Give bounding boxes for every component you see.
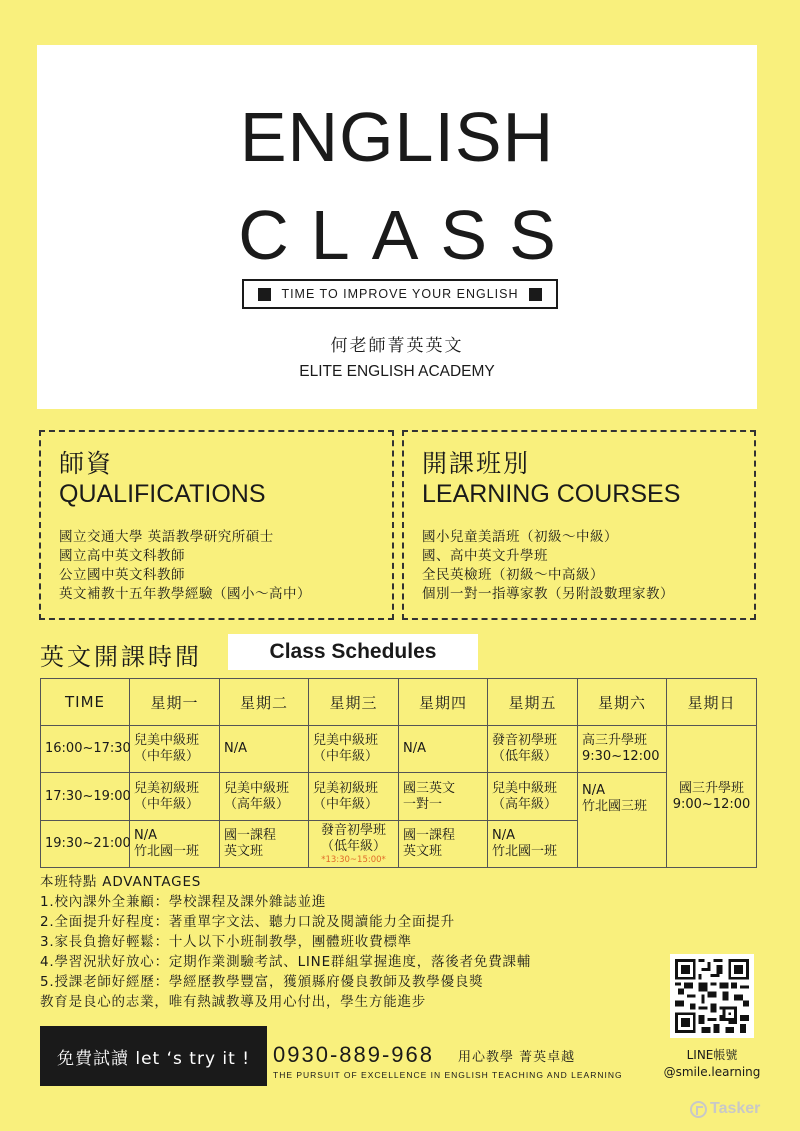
- cell-line: （低年級）: [320, 839, 386, 854]
- header-cell: TIME: [41, 679, 130, 726]
- cell-line: 英文班: [403, 844, 443, 859]
- courses-title-cn: 開課班別: [422, 449, 531, 478]
- list-item: 5.授課老師好經歷：學經歷教學豐富，獲頒縣府優良教師及教學優良獎: [40, 974, 484, 990]
- watermark-text: Tasker: [710, 1100, 761, 1117]
- class-cell: [399, 821, 488, 868]
- list-item: 2.全面提升好程度：著重單字文法、聽力口說及閱讀能力全面提升: [40, 914, 455, 930]
- cell-line: 兒美中級班: [134, 733, 200, 748]
- line-account-handle[interactable]: @smile.learning: [663, 1065, 761, 1079]
- cell-line: （低年級）: [492, 749, 558, 764]
- cell-line: 英文班: [224, 844, 264, 859]
- header-cell: 星期五: [488, 679, 578, 726]
- time-cell: 16:00~17:30: [41, 726, 130, 773]
- courses-list: [422, 528, 674, 604]
- time-cell: 17:30~19:00: [41, 773, 130, 821]
- courses-box: [402, 430, 756, 620]
- cell-line: 國三英文: [403, 780, 456, 796]
- academy-name-en: ELITE ENGLISH ACADEMY: [299, 363, 495, 380]
- tagline-text: TIME TO IMPROVE YOUR ENGLISH: [281, 287, 519, 301]
- schedule-title-en: Class Schedules: [228, 634, 478, 670]
- qualifications-box: [39, 430, 394, 620]
- line-account-label: LINE帳號: [686, 1048, 738, 1062]
- title-english: ENGLISH: [239, 98, 555, 176]
- header-cell: 星期四: [399, 679, 488, 726]
- phone-number[interactable]: 0930-889-968: [273, 1042, 435, 1067]
- cell-line: N/A: [492, 828, 515, 843]
- qualifications-title-en: QUALIFICATIONS: [59, 480, 266, 508]
- class-cell: [309, 773, 399, 821]
- cell-line: （高年級）: [492, 796, 558, 812]
- list-item: 國小兒童美語班（初級～中級）: [422, 529, 618, 545]
- class-cell: [309, 726, 399, 773]
- header-cell: 星期三: [309, 679, 399, 726]
- cell-line: N/A: [134, 828, 157, 843]
- list-item: 個別一對一指導家教（另附設數理家教）: [422, 586, 674, 602]
- class-cell: [667, 726, 757, 868]
- cell-line: （中年級）: [313, 796, 379, 812]
- motto-text: 用心教學 菁英卓越: [458, 1050, 576, 1065]
- advantages-title: 本班特點 ADVANTAGES: [40, 874, 202, 890]
- class-cell: [130, 726, 220, 773]
- free-trial-banner: 免費試讀 let ‘s try it !: [40, 1026, 267, 1086]
- class-cell: [130, 773, 220, 821]
- list-item: 國立交通大學 英語教學研究所碩士: [59, 529, 274, 545]
- square-bullet-icon: [529, 288, 542, 301]
- cell-line: 竹北國一班: [492, 844, 558, 859]
- list-item: 教育是良心的志業，唯有熱誠教導及用心付出，學生方能進步: [40, 994, 427, 1010]
- cell-line: 國一課程: [224, 828, 277, 843]
- list-item: 英文補教十五年教學經驗（國小～高中）: [59, 586, 311, 602]
- advantages-list: [40, 872, 531, 1012]
- cell-line: 竹北國一班: [134, 844, 200, 859]
- list-item: 國立高中英文科教師: [59, 548, 185, 564]
- class-cell: [488, 726, 578, 773]
- cell-line: 發音初學班: [320, 823, 386, 838]
- list-item: 國、高中英文升學班: [422, 548, 548, 564]
- header-cell: 星期一: [130, 679, 220, 726]
- cell-line: （中年級）: [134, 749, 200, 764]
- academy-name-cn: 何老師菁英英文: [330, 336, 464, 356]
- class-cell: [488, 821, 578, 868]
- cell-line: N/A: [403, 741, 426, 756]
- title-class: CLASS: [238, 196, 578, 274]
- class-cell: [488, 773, 578, 821]
- class-cell: [220, 726, 309, 773]
- class-cell: [399, 726, 488, 773]
- list-item: 4.學習況狀好放心：定期作業測驗考試、LINE群組掌握進度，落後者免費課輔: [40, 954, 532, 970]
- cell-line: 兒美初級班: [313, 780, 379, 796]
- class-cell: [220, 773, 309, 821]
- class-cell: [399, 773, 488, 821]
- cell-line: 高三升學班: [582, 733, 648, 748]
- class-cell: [578, 773, 667, 868]
- header-panel: [37, 45, 757, 409]
- list-item: 公立國中英文科教師: [59, 567, 185, 583]
- time-note: *13:30~15:00*: [321, 855, 386, 865]
- square-bullet-icon: [258, 288, 271, 301]
- table-row: [41, 726, 757, 773]
- class-cell: [220, 821, 309, 868]
- header-cell: 星期六: [578, 679, 667, 726]
- cell-line: 竹北國三班: [582, 799, 648, 814]
- tasker-logo-icon: [690, 1101, 707, 1118]
- courses-title-en: LEARNING COURSES: [422, 480, 681, 508]
- table-header-row: [41, 679, 757, 726]
- class-cell: [578, 726, 667, 773]
- cell-line: （中年級）: [134, 796, 200, 812]
- schedule-title-cn: 英文開課時間: [40, 643, 202, 671]
- list-item: 1.校內課外全兼顧：學校課程及課外雜誌並進: [40, 894, 327, 910]
- cell-line: 9:00~12:00: [672, 796, 751, 812]
- list-item: 全民英檢班（初級～中高級）: [422, 567, 604, 583]
- cell-line: 兒美中級班: [313, 733, 379, 748]
- cell-line: （中年級）: [313, 749, 379, 764]
- schedule-table: [40, 678, 757, 868]
- qr-code-icon[interactable]: [670, 954, 754, 1038]
- time-cell: 19:30~21:00: [41, 821, 130, 868]
- cell-line: （高年級）: [224, 796, 290, 812]
- cell-line: 9:30~12:00: [582, 749, 660, 764]
- class-cell: [309, 821, 399, 868]
- cell-line: 國三升學班: [678, 780, 744, 796]
- watermark: [690, 1100, 760, 1118]
- table-row: [41, 773, 757, 821]
- cell-line: 兒美中級班: [224, 780, 290, 796]
- qualifications-list: [59, 528, 311, 604]
- class-cell: [130, 821, 220, 868]
- cell-line: 兒美初級班: [134, 780, 200, 796]
- cell-line: 一對一: [403, 796, 443, 812]
- qualifications-title-cn: 師資: [59, 449, 114, 478]
- cell-line: N/A: [582, 783, 605, 798]
- header-cell: 星期日: [667, 679, 757, 726]
- cell-line: 國一課程: [403, 828, 456, 843]
- header-cell: 星期二: [220, 679, 309, 726]
- cell-line: N/A: [224, 741, 247, 756]
- list-item: 3.家長負擔好輕鬆：十人以下小班制教學，團體班收費標準: [40, 934, 412, 950]
- cell-line: 兒美中級班: [492, 780, 558, 796]
- tagline-banner: [242, 279, 558, 309]
- pursuit-text: THE PURSUIT OF EXCELLENCE IN ENGLISH TEACHING AND LEARNING: [273, 1070, 623, 1080]
- cell-line: 發音初學班: [492, 733, 558, 748]
